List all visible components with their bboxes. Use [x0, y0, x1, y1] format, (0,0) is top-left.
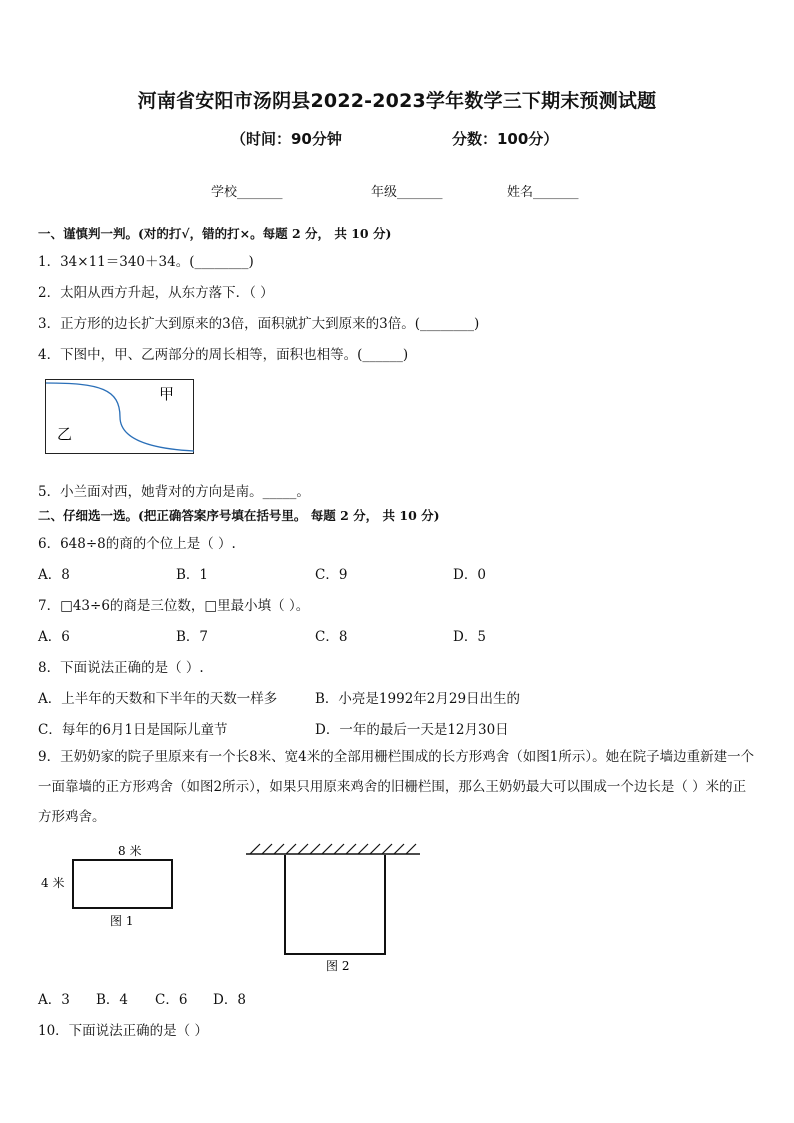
fig1-side-label: 4 米 — [41, 876, 65, 890]
question-4: 4．下图中，甲、乙两部分的周长相等，面积也相等。(______) — [38, 347, 409, 363]
label-yi: 乙 — [57, 425, 73, 443]
q7-option-b[interactable]: B．7 — [176, 629, 209, 645]
label-jia: 甲 — [159, 385, 175, 403]
question-9: 9．王奶奶家的院子里原来有一个长8米、宽4米的全部用栅栏围成的长方形鸡舍（如图1所示）。她在院子墙边重新建一个一面靠墙的正方形鸡舍（如图2所示），如果只用原来鸡舍的旧栅栏围，那么王奶奶最大可以围成一个边长是（ ）米的正方形鸡舍。 — [38, 749, 755, 825]
fig2-square — [285, 855, 385, 954]
q8-option-b[interactable]: B．小亮是1992年2月29日出生的 — [315, 691, 521, 707]
question-10: 10．下面说法正确的是（ ） — [38, 1023, 208, 1039]
page-title: 河南省安阳市汤阴县2022-2023学年数学三下期末预测试题 — [137, 90, 657, 112]
q8-option-c[interactable]: C．每年的6月1日是国际儿童节 — [38, 722, 228, 738]
q8-option-d[interactable]: D．一年的最后一天是12月30日 — [315, 722, 509, 738]
q9-option-d[interactable]: D．8 — [213, 992, 246, 1008]
time-label: （时间：90分钟 — [231, 130, 342, 148]
q9-option-a[interactable]: A．3 — [38, 992, 70, 1008]
grade-field[interactable]: 年级_______ — [371, 185, 443, 200]
question-7: 7．□43÷6的商是三位数，□里最小填（ ）。 — [38, 598, 310, 614]
q6-option-c[interactable]: C．9 — [315, 567, 348, 583]
question-2: 2．太阳从西方升起，从东方落下．（ ） — [38, 285, 274, 301]
name-field[interactable]: 姓名_______ — [507, 185, 579, 200]
q6-option-d[interactable]: D．0 — [453, 567, 486, 583]
q7-option-a[interactable]: A．6 — [38, 629, 70, 645]
fig1-top-label: 8 米 — [118, 844, 142, 858]
question-6: 6．648÷8的商的个位上是（ ）. — [38, 536, 236, 552]
q8-option-a[interactable]: A．上半年的天数和下半年的天数一样多 — [38, 691, 278, 707]
question-8: 8．下面说法正确的是（ ）. — [38, 660, 204, 676]
q6-option-b[interactable]: B．1 — [176, 567, 209, 583]
q9-option-b[interactable]: B．4 — [96, 992, 129, 1008]
question-5: 5．小兰面对西，她背对的方向是南。_____。 — [38, 484, 310, 500]
question-1: 1．34×11＝340＋34。(________) — [38, 254, 254, 270]
q7-option-d[interactable]: D．5 — [453, 629, 486, 645]
figure-2 — [246, 842, 422, 976]
section-2-heading: 二、仔细选一选。(把正确答案序号填在括号里。 每题 2 分， 共 10 分) — [38, 508, 440, 523]
q6-option-a[interactable]: A．8 — [38, 567, 70, 583]
q9-option-c[interactable]: C．6 — [155, 992, 188, 1008]
fig1-caption: 图 1 — [110, 914, 134, 928]
fig1-rectangle — [73, 860, 172, 908]
school-field[interactable]: 学校_______ — [211, 185, 283, 200]
wall-hatching — [250, 844, 416, 854]
figure-1 — [38, 842, 188, 932]
q7-option-c[interactable]: C．8 — [315, 629, 348, 645]
score-label: 分数：100分） — [452, 130, 559, 148]
section-1-heading: 一、谨慎判一判。(对的打√，错的打×。每题 2 分， 共 10 分) — [38, 226, 392, 241]
question-4-figure — [45, 379, 195, 455]
question-3: 3．正方形的边长扩大到原来的3倍，面积就扩大到原来的3倍。(________) — [38, 316, 480, 332]
fig2-caption: 图 2 — [326, 959, 350, 973]
